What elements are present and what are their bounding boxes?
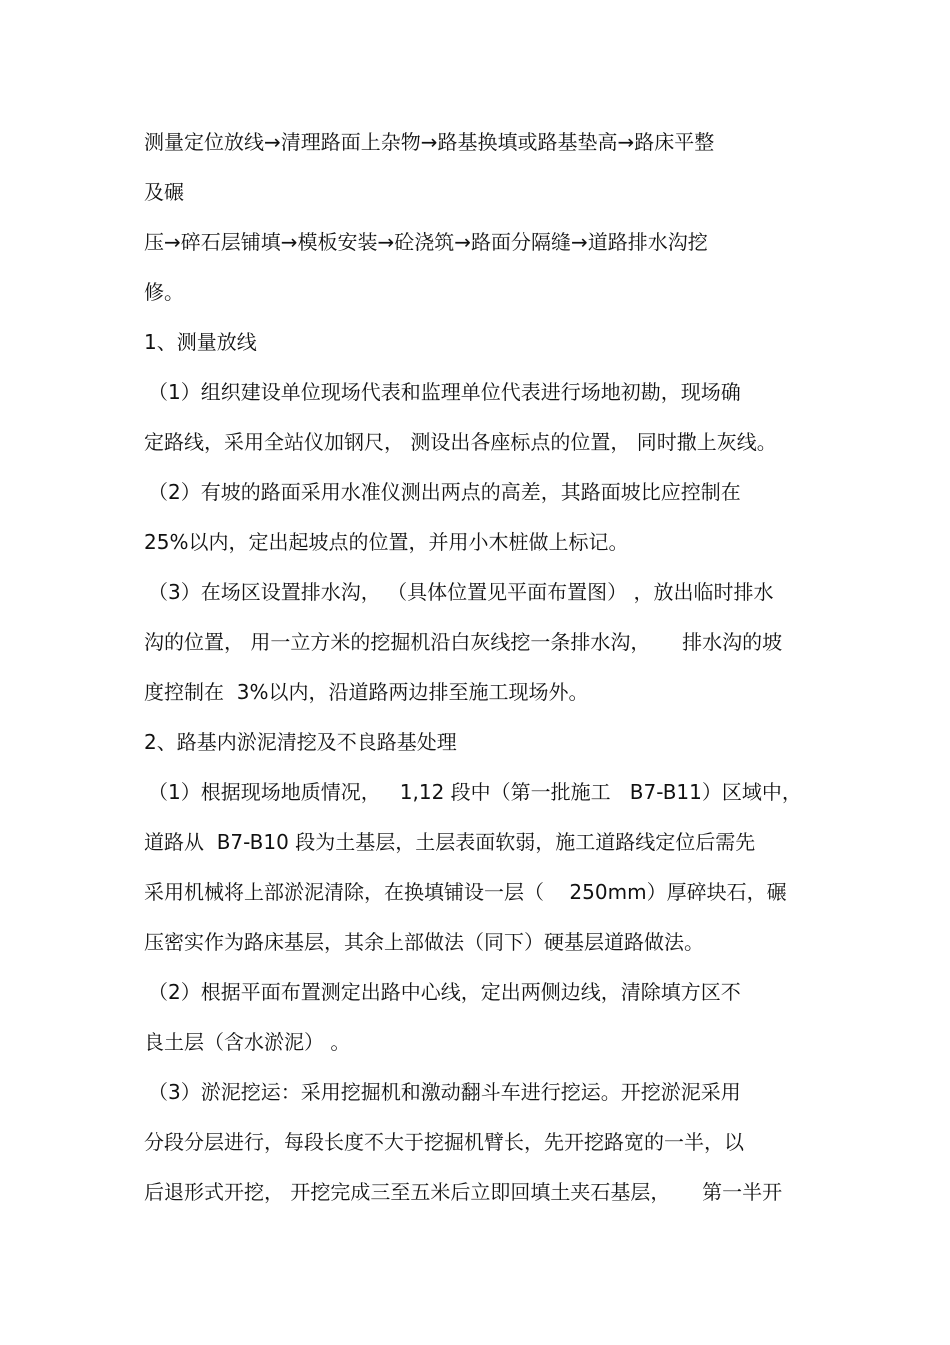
text-line: （1）组织建设单位现场代表和监理单位代表进行场地初勘，现场确 xyxy=(148,380,741,404)
text-line: 道路从 B7-B10 段为土基层，土层表面软弱，施工道路线定位后需先 xyxy=(144,830,756,854)
text-line: 测量定位放线→清理路面上杂物→路基换填或路基垫高→路床平整 xyxy=(144,130,715,154)
text-line: （2）根据平面布置测定出路中心线，定出两侧边线，清除填方区不 xyxy=(148,980,741,1004)
text-line: 采用机械将上部淤泥清除，在换填铺设一层（ 250mm）厚碎块石，碾 xyxy=(144,880,787,904)
text-line: 及碾 xyxy=(144,180,184,204)
text-line: 沟的位置， 用一立方米的挖掘机沿白灰线挖一条排水沟， 排水沟的坡 xyxy=(144,630,783,654)
text-line: 修。 xyxy=(144,280,184,304)
section-heading: 1、测量放线 xyxy=(144,330,257,354)
text-line: 25%以内，定出起坡点的位置，并用小木桩做上标记。 xyxy=(144,530,629,554)
text-line: 度控制在 3%以内，沿道路两边排至施工现场外。 xyxy=(144,680,589,704)
text-line: 分段分层进行，每段长度不大于挖掘机臂长，先开挖路宽的一半，以 xyxy=(144,1130,744,1154)
text-line: 良土层（含水淤泥） 。 xyxy=(144,1030,351,1054)
text-line: （2）有坡的路面采用水准仪测出两点的高差，其路面坡比应控制在 xyxy=(148,480,741,504)
text-line: 定路线，采用全站仪加钢尺， 测设出各座标点的位置， 同时撒上灰线。 xyxy=(144,430,777,454)
text-line: （3）淤泥挖运：采用挖掘机和激动翻斗车进行挖运。开挖淤泥采用 xyxy=(148,1080,741,1104)
text-line: （3）在场区设置排水沟， （具体位置见平面布置图） ，放出临时排水 xyxy=(148,580,774,604)
text-line: 压→碎石层铺填→模板安装→砼浇筑→路面分隔缝→道路排水沟挖 xyxy=(144,230,708,254)
text-line: 压密实作为路床基层，其余上部做法（同下）硬基层道路做法。 xyxy=(144,930,704,954)
section-heading: 2、路基内淤泥清挖及不良路基处理 xyxy=(144,730,457,754)
text-line: （1）根据现场地质情况， 1,12 段中（第一批施工 B7-B11）区域中， xyxy=(148,780,802,804)
text-line: 后退形式开挖， 开挖完成三至五米后立即回填土夹石基层， 第一半开 xyxy=(144,1180,783,1204)
